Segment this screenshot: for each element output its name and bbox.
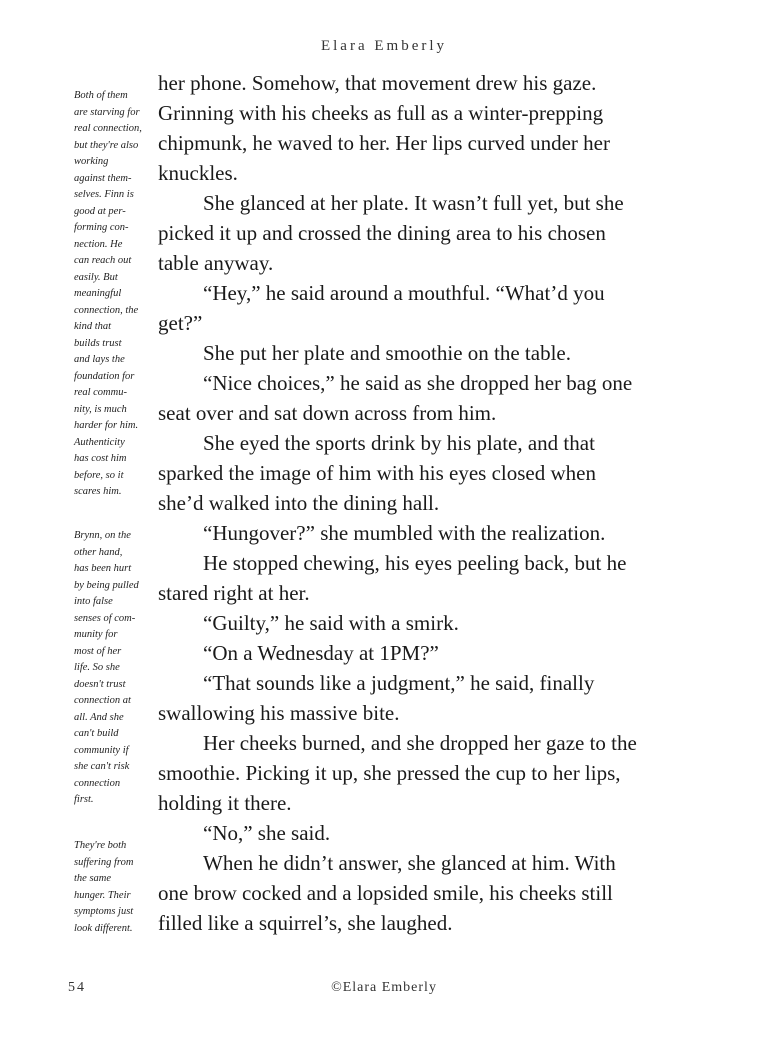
page-number: 54 [68, 980, 86, 995]
paragraph [158, 638, 698, 668]
paragraph [158, 68, 698, 188]
paragraph [158, 338, 698, 368]
margin-note-line: all. And she [74, 711, 124, 723]
paragraph [158, 518, 698, 548]
text-line: smoothie. Picking it up, she pressed the cup to her lips, [158, 761, 621, 785]
margin-note-line: and lays the [74, 354, 125, 365]
margin-note-line: munity for [74, 629, 118, 640]
text-line: He stopped chewing, his eyes peeling back, but he [203, 551, 627, 575]
margin-note-line: forming con- [74, 222, 129, 233]
body-text [158, 68, 698, 938]
text-line: “Guilty,” he said with a smirk. [203, 611, 459, 635]
margin-note-line: are starving for [74, 106, 140, 118]
text-line: Grinning with his cheeks as full as a winter-prepping [158, 101, 604, 125]
paragraph [158, 728, 698, 818]
margin-note [74, 88, 146, 501]
margin-note-line: real commu- [74, 387, 127, 398]
text-line: one brow cocked and a lopsided smile, his cheeks still [158, 881, 613, 905]
margin-note-line: nity, is much [74, 403, 127, 415]
margin-note-line: Both of them [74, 90, 128, 101]
margin-note-line: good at per- [74, 205, 126, 217]
text-line: knuckles. [158, 161, 238, 185]
margin-note-line: meaningful [74, 288, 122, 299]
margin-note-line: life. So she [74, 662, 120, 673]
margin-note-line: real connection, [74, 123, 142, 134]
margin-note-line: into false [74, 596, 113, 607]
margin-note-line: against them- [74, 172, 132, 184]
margin-note-line: look different. [74, 922, 133, 934]
margin-note [74, 528, 146, 809]
text-line: chipmunk, he waved to her. Her lips curved under her [158, 131, 610, 155]
margin-note-line: symptoms just [74, 906, 134, 917]
text-line: “That sounds like a judgment,” he said, finally [203, 671, 595, 695]
text-line: she’d walked into the dining hall. [158, 491, 440, 515]
text-line: Her cheeks burned, and she dropped her gaze to the [203, 731, 637, 755]
paragraph [158, 278, 698, 338]
margin-note-line: selves. Finn is [74, 189, 134, 200]
text-line: get?” [158, 311, 203, 335]
paragraph [158, 548, 698, 608]
text-line: When he didn’t answer, she glanced at him. With [203, 851, 616, 875]
margin-note-line: working [74, 156, 109, 167]
text-line: She put her plate and smoothie on the table. [203, 341, 571, 365]
margin-note-line: suffering from [74, 856, 134, 868]
text-line: “Nice choices,” he said as she dropped her bag one [203, 371, 633, 395]
footer-copyright: ©Elara Emberly [331, 980, 437, 995]
running-header: Elara Emberly [320, 38, 448, 54]
margin-note-line: first. [74, 794, 94, 805]
margin-note-line: can't build [74, 728, 119, 739]
text-line: “No,” she said. [203, 821, 331, 845]
margin-note-line: foundation for [74, 370, 135, 382]
margin-note-line: has cost him [74, 453, 127, 464]
margin-note-line: connection [74, 777, 121, 789]
paragraph [158, 668, 698, 728]
margin-note-line: can reach out [74, 255, 132, 266]
margin-note-line: harder for him. [74, 420, 139, 431]
paragraph [158, 368, 698, 428]
text-line: “Hey,” he said around a mouthful. “What’d you [203, 281, 605, 305]
margin-note-line: the same [74, 873, 112, 884]
text-line: filled like a squirrel’s, she laughed. [158, 911, 453, 935]
paragraph [158, 848, 698, 938]
margin-note-line: by being pulled [74, 579, 139, 591]
margin-note-line: kind that [74, 321, 112, 332]
text-line: stared right at her. [158, 581, 310, 605]
text-line: picked it up and crossed the dining area to his chosen [158, 221, 606, 245]
margin-note-line: she can't risk [74, 761, 130, 772]
text-line: She glanced at her plate. It wasn’t full yet, but she [203, 191, 624, 215]
margin-note [74, 838, 146, 937]
text-line: “On a Wednesday at 1PM?” [203, 641, 439, 665]
margin-note-line: community if [74, 744, 129, 756]
text-line: table anyway. [158, 251, 274, 275]
paragraph [158, 818, 698, 848]
margin-note-line: but they're also [74, 139, 139, 151]
paragraph [158, 608, 698, 638]
margin-note-line: nection. He [74, 238, 123, 250]
text-line: “Hungover?” she mumbled with the realization. [203, 521, 606, 545]
text-line: seat over and sat down across from him. [158, 401, 497, 425]
margin-note-line: has been hurt [74, 563, 132, 574]
text-line: swallowing his massive bite. [158, 701, 400, 725]
text-line: her phone. Somehow, that movement drew his gaze. [158, 71, 597, 95]
margin-note-line: scares him. [74, 486, 122, 497]
margin-note-line: before, so it [74, 469, 124, 481]
margin-note-line: easily. But [74, 271, 118, 283]
text-line: holding it there. [158, 791, 292, 815]
margin-note-line: most of her [74, 645, 122, 657]
margin-note-line: other hand, [74, 546, 123, 558]
margin-note-line: They're both [74, 840, 127, 851]
margin-note-line: Brynn, on the [74, 530, 131, 541]
margin-note-line: connection, the [74, 304, 139, 316]
margin-note-line: hunger. Their [74, 889, 131, 901]
margin-note-line: builds trust [74, 337, 122, 349]
paragraph [158, 428, 698, 518]
paragraph [158, 188, 698, 278]
margin-note-line: connection at [74, 695, 131, 706]
text-line: sparked the image of him with his eyes closed when [158, 461, 596, 485]
margin-note-line: doesn't trust [74, 678, 126, 690]
text-line: She eyed the sports drink by his plate, and that [203, 431, 595, 455]
margin-note-line: senses of com- [74, 612, 136, 624]
margin-note-line: Authenticity [74, 436, 125, 448]
